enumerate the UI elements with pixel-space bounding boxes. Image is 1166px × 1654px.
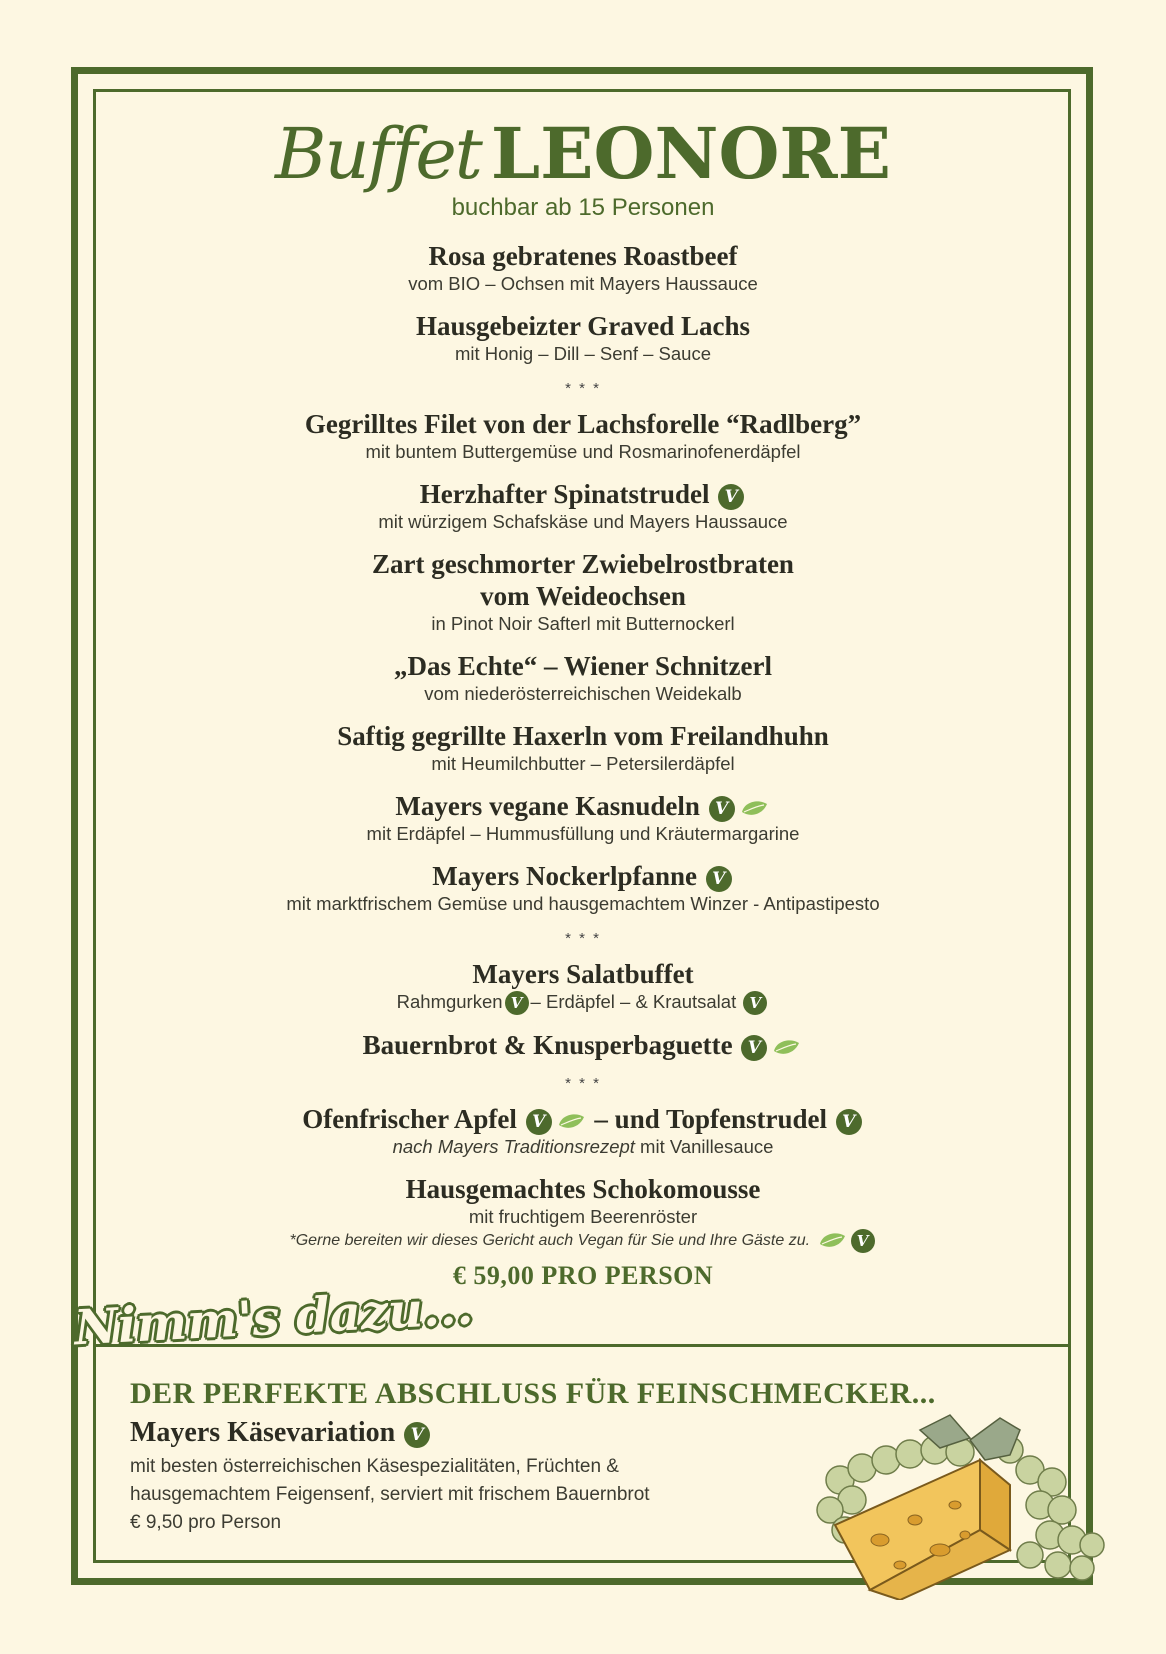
dish-spinatstrudel xyxy=(0,478,1166,534)
vegetarian-icon: V xyxy=(404,1422,430,1448)
dish-description: mit Heumilchbutter – Petersilerdäpfel xyxy=(431,753,735,774)
extra-desc-line2: hausgemachtem Feigensenf, serviert mit frischem Bauernbrot xyxy=(130,1484,650,1505)
dish-description: mit Erdäpfel – Hummusfüllung und Kräutermargarine xyxy=(366,823,800,844)
vegan-leaf-icon xyxy=(739,798,769,820)
dish-roastbeef xyxy=(0,240,1166,296)
menu-title xyxy=(0,112,1166,195)
dish-description-row xyxy=(0,1135,1166,1159)
dish-strudel xyxy=(0,1103,1166,1159)
dish-description: mit würzigem Schafskäse und Mayers Haussauce xyxy=(378,511,788,532)
menu-subtitle: buchbar ab 15 Personen xyxy=(451,194,715,221)
dish-description: mit Vanillesauce xyxy=(634,1136,774,1158)
extra-price: € 9,50 pro Person xyxy=(130,1512,282,1533)
dish-name: Mayers Salatbuffet xyxy=(472,959,694,989)
vegetarian-icon: V xyxy=(526,1109,552,1135)
dish-description: vom BIO – Ochsen mit Mayers Haussauce xyxy=(408,273,758,294)
dish-description-italic: nach Mayers Traditionsrezept xyxy=(392,1136,635,1158)
separator: * * * xyxy=(565,380,601,397)
separator: * * * xyxy=(565,930,601,947)
dish-name-row xyxy=(0,1029,1166,1061)
dish-name-row xyxy=(0,860,1166,892)
dish-name: Mayers vegane Kasnudeln xyxy=(395,791,700,821)
dish-brot xyxy=(0,1029,1166,1061)
dish-name: Bauernbrot & Knusperbaguette xyxy=(362,1030,733,1061)
dish-description: Rahmgurken xyxy=(396,991,503,1012)
dish-name: Rosa gebratenes Roastbeef xyxy=(428,241,738,271)
dish-description-row xyxy=(0,990,1166,1015)
vegetarian-icon: V xyxy=(743,991,767,1015)
dish-name: Mayers Nockerlpfanne xyxy=(432,861,697,891)
menu-list xyxy=(0,240,1166,1291)
vegetarian-icon: V xyxy=(718,484,744,510)
dish-name-row xyxy=(0,1103,1166,1135)
separator: * * * xyxy=(565,1075,601,1093)
vegan-note: *Gerne bereiten wir dieses Gericht auch Vegan für Sie und Ihre Gäste zu. xyxy=(289,1232,811,1250)
dish-nockerlpfanne xyxy=(0,860,1166,916)
dish-name: Saftig gegrillte Haxerln vom Freilandhuhn xyxy=(337,721,829,751)
vegetarian-icon: V xyxy=(709,796,735,822)
dish-name: Ofenfrischer Apfel xyxy=(302,1104,517,1135)
extra-desc-line1: mit besten österreichischen Käsespezialitäten, Früchten & xyxy=(130,1456,619,1477)
dish-name: Hausgemachtes Schokomousse xyxy=(405,1174,761,1205)
title-script: Buffet xyxy=(275,113,481,195)
dish-name: Hausgebeizter Graved Lachs xyxy=(416,311,750,341)
dish-kasnudeln xyxy=(0,790,1166,846)
dish-name-line2: vom Weideochsen xyxy=(480,581,686,611)
cheese-grapes-illustration xyxy=(800,1410,1115,1600)
dish-description: mit fruchtigem Beerenröster xyxy=(468,1206,698,1228)
dish-name: Herzhafter Spinatstrudel xyxy=(419,479,710,509)
vegetarian-icon: V xyxy=(505,991,529,1015)
extra-dish-name: Mayers Käsevariation xyxy=(130,1417,396,1448)
dish-salatbuffet xyxy=(0,958,1166,1015)
vegan-leaf-icon xyxy=(817,1230,847,1252)
vegetarian-icon: V xyxy=(851,1229,875,1253)
vegan-leaf-icon xyxy=(771,1037,801,1059)
dish-description: vom niederösterreichischen Weidekalb xyxy=(424,683,742,704)
dish-description: mit marktfrischem Gemüse und hausgemachtem Winzer - Antipastipesto xyxy=(286,893,880,914)
extra-banner: Nimm's dazu... xyxy=(72,1279,475,1357)
buffet-price: € 59,00 PRO PERSON xyxy=(452,1261,714,1291)
dish-name-cont: – und Topfenstrudel xyxy=(594,1104,828,1135)
title-main: LEONORE xyxy=(490,112,891,195)
vegetarian-icon: V xyxy=(741,1035,767,1061)
vegetarian-icon: V xyxy=(706,866,732,892)
dish-name: „Das Echte“ – Wiener Schnitzerl xyxy=(394,651,772,681)
dish-description: in Pinot Noir Safterl mit Butternockerl xyxy=(431,613,735,634)
dish-description: mit Honig – Dill – Senf – Sauce xyxy=(454,343,712,364)
extra-description xyxy=(130,1453,730,1509)
dish-schnitzerl xyxy=(0,650,1166,706)
dish-name: Zart geschmorter Zwiebelrostbraten xyxy=(372,549,794,579)
dish-name-row xyxy=(0,790,1166,822)
dish-name-row xyxy=(0,478,1166,510)
vegan-leaf-icon xyxy=(556,1111,586,1133)
dish-schokomousse xyxy=(0,1173,1166,1253)
vegetarian-icon: V xyxy=(836,1109,862,1135)
dish-description: mit buntem Buttergemüse und Rosmarinofenerdäpfel xyxy=(365,441,801,462)
dish-name: Gegrilltes Filet von der Lachsforelle “Radlberg” xyxy=(304,409,862,439)
vegan-note-row xyxy=(0,1229,1166,1253)
dish-description-cont: – Erdäpfel – & Krautsalat xyxy=(530,991,737,1012)
extra-heading: DER PERFEKTE ABSCHLUSS FÜR FEINSCHMECKER... xyxy=(130,1377,936,1410)
dish-lachs xyxy=(0,310,1166,366)
dish-zwiebelrostbraten xyxy=(0,548,1166,636)
dish-haxerln xyxy=(0,720,1166,776)
dish-lachsforelle xyxy=(0,408,1166,464)
